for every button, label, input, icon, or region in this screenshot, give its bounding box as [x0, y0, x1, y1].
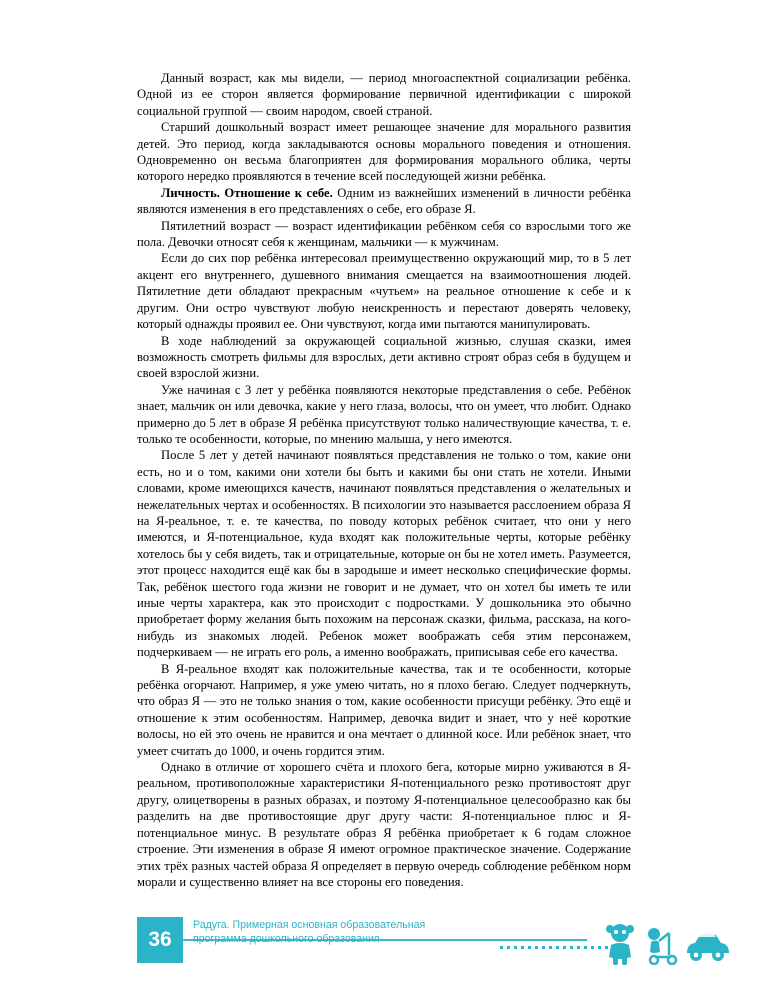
paragraph	[137, 185, 631, 218]
page-number: 36	[137, 917, 183, 963]
footer-caption	[193, 919, 523, 946]
paragraph-text: Если до сих пор ребёнка интересовал преимущественно окружающий мир, то в 5 лет акцент его внутреннего, душевного внимания смещается на взаимоотношения людей. Пятилетние дети обладают прекрасным «чутьем» на реальное отношение к себе и к другим. Они остро чувствуют любую неискренность и перестают доверять человеку, который однажды проявил ее. Они чувствуют, когда ими пытаются манипулировать.	[137, 251, 631, 332]
paragraph-text: После 5 лет у детей начинают появляться представления не только о том, какие они есть, но и о том, какими они хотели бы быть и какими бы они стать не хотели. Иными словами, кроме имеющихся качеств, начинают появляться представления о желательных и нежелательных чертах и особенностях. В психологии это называется расслоением образа Я на Я-реальное, т. е. те качества, по поводу которых ребёнок считает, что они у него имеются, и Я-потенциальное, куда входят как положительные черты, которые ребёнку хотелось бы у себя видеть, так и отрицательные, которые он бы не хотел иметь. Разумеется, этот процесс находится ещё как бы в зародыше и имеет несколько специфические формы. Так, ребёнок шестого года жизни не говорит и не думает, что он хотел бы иметь те или иные черты характера, как это происходит с подростками. У дошкольника это обычно приобретает форму желания быть похожим на персонаж сказки, фильма, рассказа, на кого-нибудь из знакомых людей. Ребенок может воображать себя этим персонажем, подчеркиваем — не играть его роль, а именно воображать, приписывая себе его качества.	[137, 448, 631, 660]
paragraph	[137, 759, 631, 890]
paragraph	[137, 218, 631, 251]
paragraph-text: Однако в отличие от хорошего счёта и плохого бега, которые мирно уживаются в Я-реальном, противоположные характеристики Я-потенциального резко противостоят друг другу, олицетворены в разных образах, и поэтому Я-потенциальное целесообразно как бы разделить на две противостоящие друг другу части: Я-потенциальное плюс и Я-потенциальное минус. В результате образ Я ребёнка приобретает к 6 годам сложное строение. Эти изменения в образе Я имеют огромное практическое значение. Содержание этих трёх разных частей образа Я определяет в первую очередь соблюдение ребёнком норм морали и существенно влияет на все стороны его поведения.	[137, 760, 631, 889]
car-icon	[683, 921, 729, 965]
paragraph	[137, 661, 631, 759]
paragraph	[137, 382, 631, 448]
paragraph	[137, 119, 631, 185]
scooter-icon	[645, 921, 679, 965]
paragraph-text: В ходе наблюдений за окружающей социальной жизнью, слушая сказки, имея возможность смотреть фильмы для взрослых, дети активно строят образ себя в будущем и своей взрослой жизни.	[137, 333, 631, 381]
paragraph-text: Уже начиная с 3 лет у ребёнка появляются некоторые представления о себе. Ребёнок знает, мальчик он или девочка, какие у него глаза, волосы, что он умеет, что любит. Однако примерно до 5 лет в образе Я ребёнка присутствуют только наличествующие качества, т. е. только те особенности, которые, по мнению малыша, у него имеются.	[137, 382, 631, 446]
page-footer	[0, 913, 768, 988]
paragraph-text: Данный возраст, как мы видели, — период многоаспектной социализации ребёнка. Одной из ее сторон является формирование первичной идентификации с широкой социальной группой — своим народом, своей страной.	[137, 71, 631, 118]
paragraph	[137, 250, 631, 332]
paragraph-text: В Я-реальное входят как положительные качества, так и те особенности, которые ребёнка огорчают. Например, я уже умею читать, но я плохо бегаю. Следует подчеркнуть, что образ Я — это не только знания о том, какие особенности присущи ребёнку. Это ещё и отношение к этим особенностям. Например, девочка видит и знает, что у неё короткие волосы, но ей это очень не нравится и она мечтает о длинной косе. Или ребёнок знает, что умеет считать до 1000, и очень гордится этим.	[137, 661, 631, 758]
child-icon	[600, 921, 640, 965]
paragraph-text: Одним из важнейших изменений в личности ребёнка являются изменения в его представлениях о себе, его образе Я.	[137, 185, 631, 217]
paragraph-text: Пятилетний возраст — возраст идентификации ребёнком себя со взрослыми того же пола. Девочки относят себя к женщинам, мальчики — к мужчинам.	[137, 218, 631, 250]
paragraph	[137, 333, 631, 382]
paragraph	[137, 70, 631, 119]
footer-caption-line2: программа дошкольного образования	[193, 932, 380, 945]
paragraph	[137, 447, 631, 660]
paragraph-text: Старший дошкольный возраст имеет решающее значение для морального развития детей. Это период, когда закладываются основы морального поведения и отношения. Одновременно он весьма благоприятен для формирования морального облика, черты которого нередко проявляются в течение всей последующей жизни ребёнка.	[137, 120, 631, 184]
paragraph-lead-bold: Личность. Отношение к себе.	[161, 185, 333, 200]
page-body	[137, 70, 631, 890]
footer-caption-line1: Радуга. Примерная основная образовательная	[193, 919, 426, 931]
